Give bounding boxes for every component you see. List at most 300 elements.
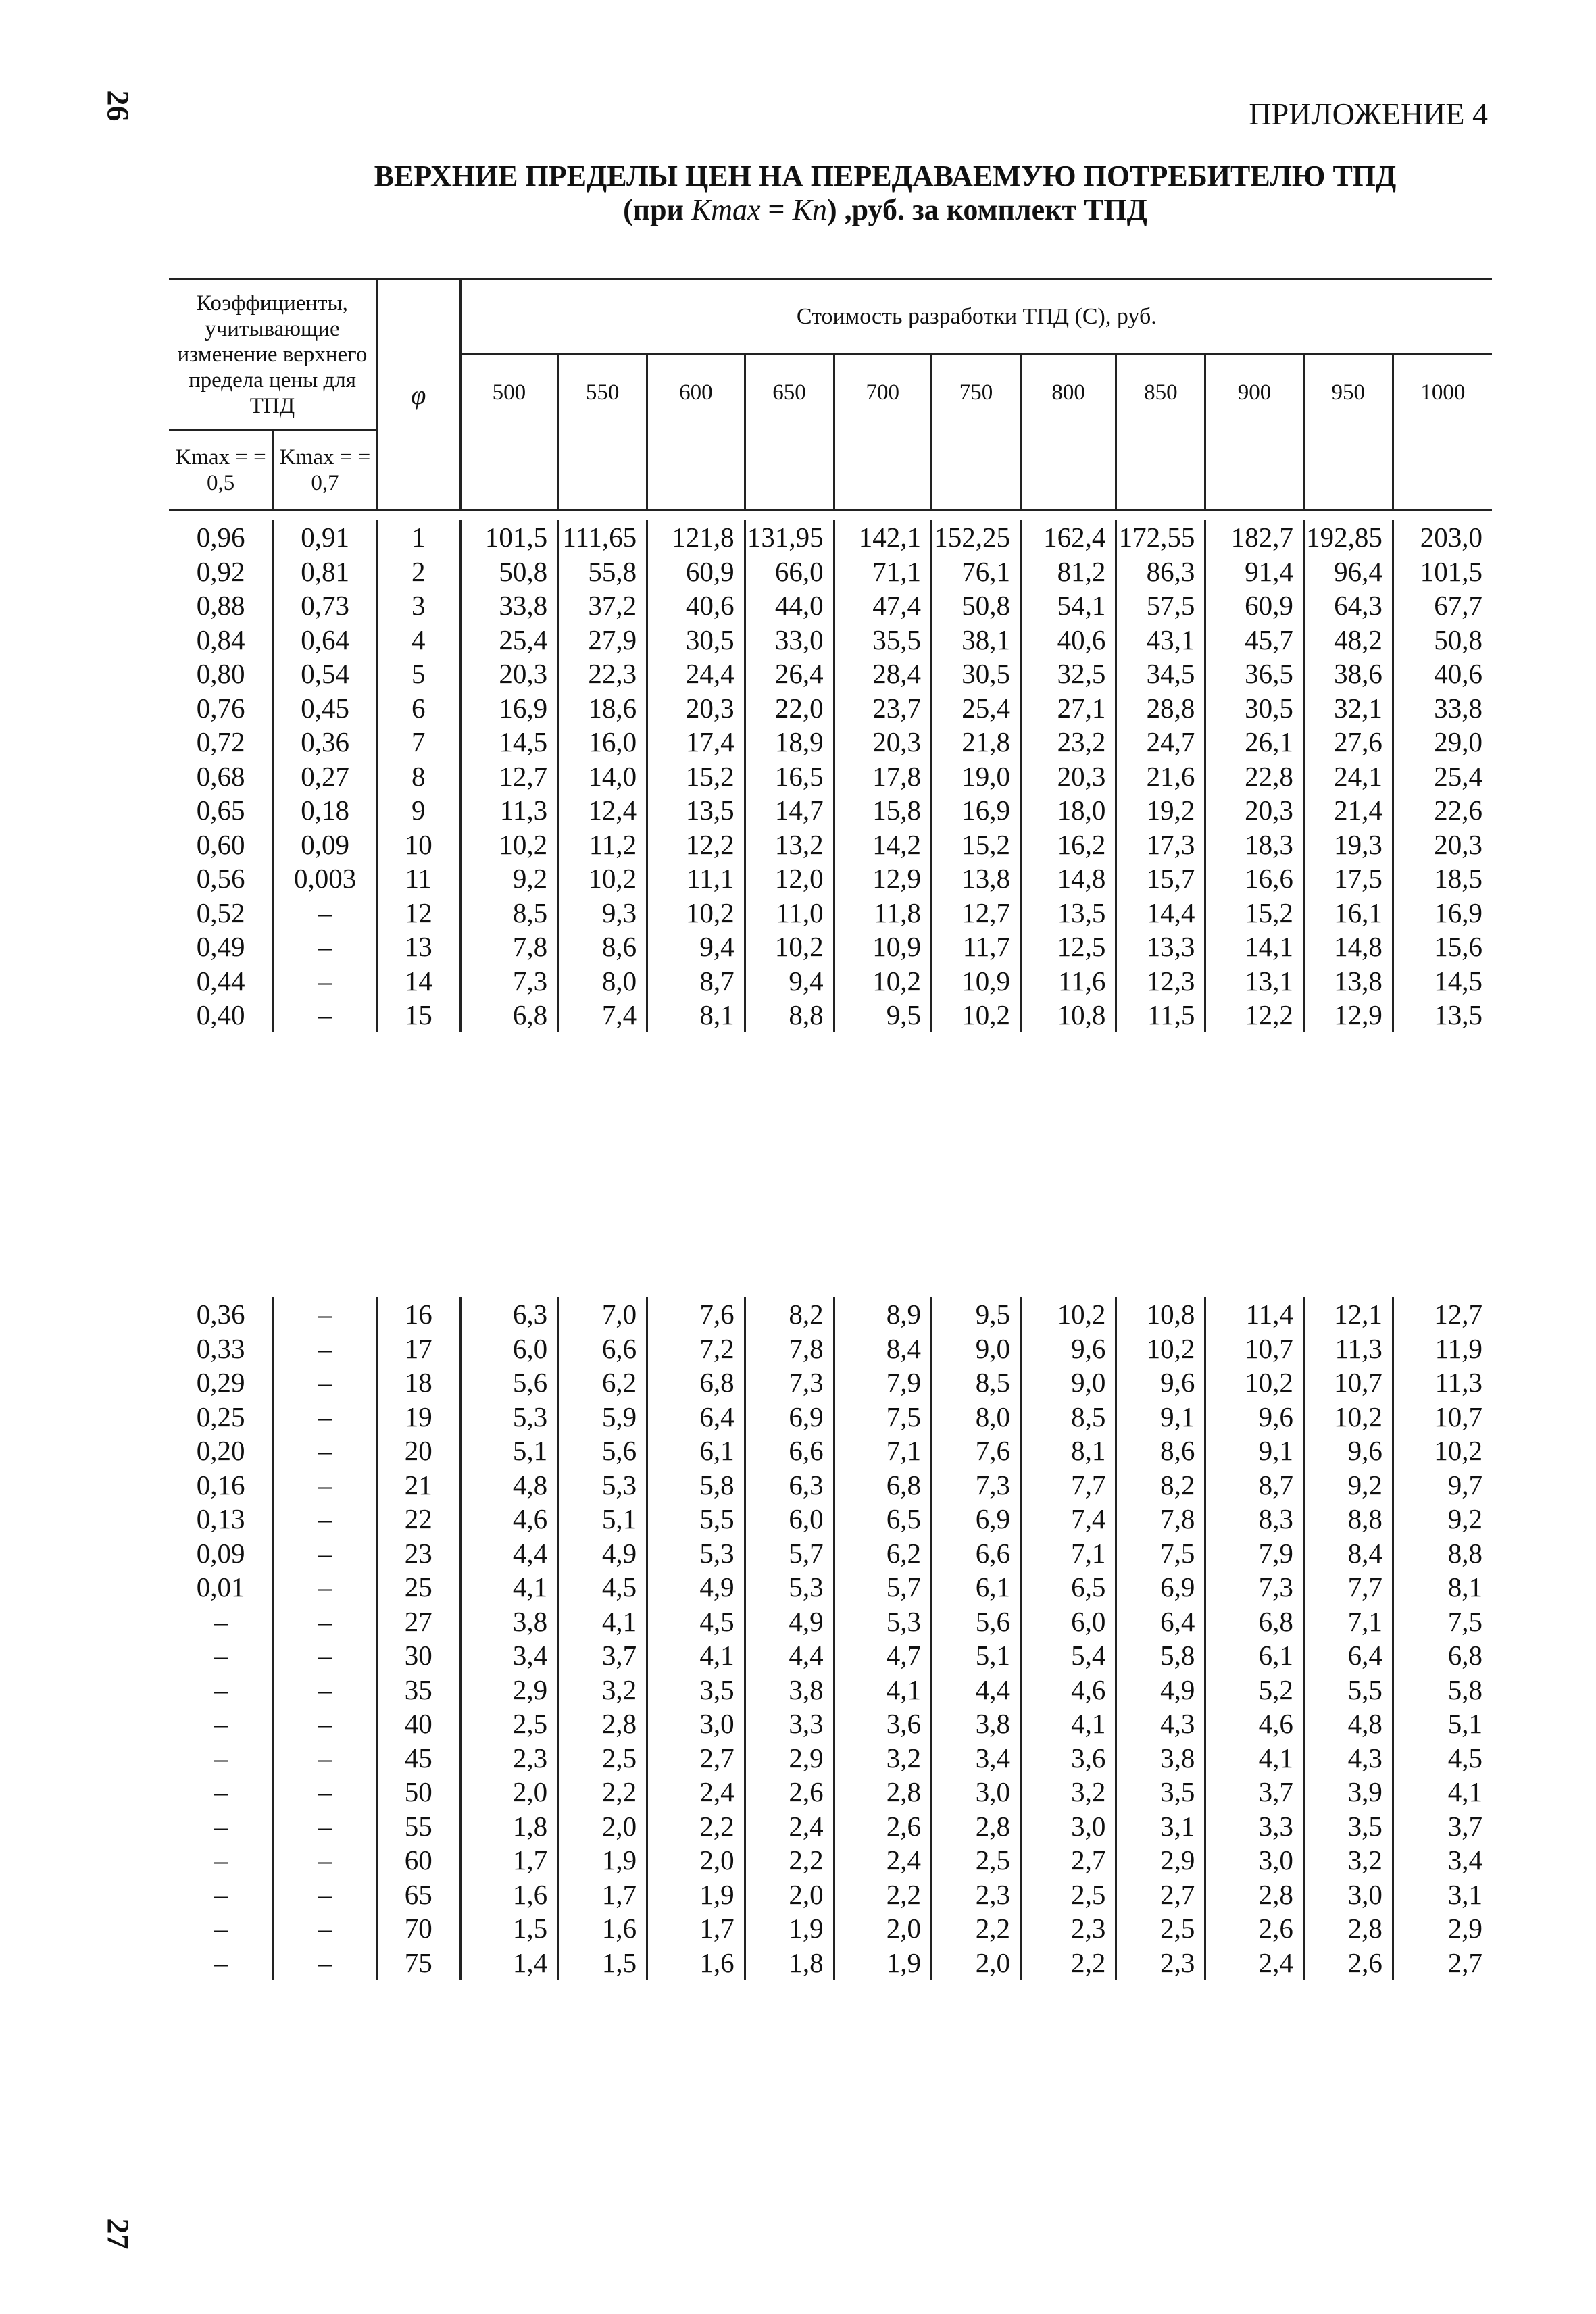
price-cell: 1,5 bbox=[558, 1946, 647, 1980]
price-cell: 6,1 bbox=[1205, 1638, 1303, 1673]
phi-cell: 8 bbox=[376, 759, 460, 794]
price-cell: 12,7 bbox=[932, 896, 1021, 930]
price-cell: 33,8 bbox=[1393, 691, 1492, 726]
price-cell: 27,6 bbox=[1303, 725, 1393, 759]
price-cell: 11,3 bbox=[460, 793, 557, 828]
price-cell: 4,4 bbox=[932, 1673, 1021, 1707]
kmax-05-cell: 0,33 bbox=[196, 1332, 245, 1364]
price-cell: 12,9 bbox=[1303, 998, 1393, 1032]
price-cell: 9,0 bbox=[1021, 1365, 1116, 1400]
price-cell: 81,2 bbox=[1021, 555, 1116, 589]
price-cell: 7,6 bbox=[647, 1297, 745, 1332]
price-cell: 111,65 bbox=[558, 520, 647, 555]
price-cell: 9,2 bbox=[1303, 1468, 1393, 1503]
table-row bbox=[169, 1946, 1492, 1980]
kmax-07-cell: – bbox=[274, 1434, 377, 1468]
table-row bbox=[169, 1843, 1492, 1878]
price-cell: 9,1 bbox=[1116, 1400, 1205, 1434]
price-cell: 6,0 bbox=[745, 1502, 834, 1536]
price-cell: 16,9 bbox=[932, 793, 1021, 828]
price-cell: 2,0 bbox=[834, 1911, 931, 1946]
table-row bbox=[169, 964, 1492, 999]
kmax-05-cell: – bbox=[214, 1605, 228, 1637]
price-cell: 6,1 bbox=[647, 1434, 745, 1468]
price-cell: 2,3 bbox=[460, 1741, 557, 1776]
price-cell: 12,2 bbox=[647, 828, 745, 862]
table-row bbox=[169, 1707, 1492, 1741]
table-row bbox=[169, 1878, 1492, 1912]
kmax-05-cell: – bbox=[214, 1674, 228, 1705]
price-cell: 6,5 bbox=[834, 1502, 931, 1536]
kmax-05-cell: 0,80 bbox=[196, 658, 245, 690]
phi-cell: 60 bbox=[376, 1843, 460, 1878]
price-cell: 8,1 bbox=[1021, 1434, 1116, 1468]
price-cell: 7,9 bbox=[834, 1365, 931, 1400]
price-cell: 26,1 bbox=[1205, 725, 1303, 759]
price-cell: 4,9 bbox=[558, 1536, 647, 1571]
price-cell: 10,9 bbox=[834, 930, 931, 964]
price-cell: 2,8 bbox=[834, 1775, 931, 1809]
phi-cell: 75 bbox=[376, 1946, 460, 1980]
kmax-05-cell: 0,65 bbox=[196, 795, 245, 826]
price-cell: 11,3 bbox=[1393, 1365, 1492, 1400]
price-cell: 7,8 bbox=[745, 1332, 834, 1366]
price-cell: 4,5 bbox=[558, 1570, 647, 1605]
table-row bbox=[169, 555, 1492, 589]
price-cell: 33,0 bbox=[745, 623, 834, 657]
price-cell: 8,4 bbox=[834, 1332, 931, 1366]
price-cell: 15,6 bbox=[1393, 930, 1492, 964]
price-cell: 10,2 bbox=[745, 930, 834, 964]
price-cell: 67,7 bbox=[1393, 588, 1492, 623]
table-row bbox=[169, 520, 1492, 555]
price-cell: 2,8 bbox=[558, 1707, 647, 1741]
price-cell: 23,7 bbox=[834, 691, 931, 726]
kmax-05-cell: 0,72 bbox=[196, 726, 245, 758]
kmax-05-cell: 0,36 bbox=[196, 1299, 245, 1330]
price-cell: 11,9 bbox=[1393, 1332, 1492, 1366]
appendix-label: ПРИЛОЖЕНИЕ 4 bbox=[1249, 97, 1488, 131]
phi-cell: 27 bbox=[376, 1605, 460, 1639]
price-cell: 9,6 bbox=[1205, 1400, 1303, 1434]
price-cell: 8,5 bbox=[1021, 1400, 1116, 1434]
phi-cell: 50 bbox=[376, 1775, 460, 1809]
price-cell: 1,8 bbox=[460, 1809, 557, 1844]
price-cell: 24,4 bbox=[647, 657, 745, 691]
price-cell: 5,3 bbox=[460, 1400, 557, 1434]
price-cell: 32,1 bbox=[1303, 691, 1393, 726]
price-cell: 10,2 bbox=[558, 861, 647, 896]
price-cell: 37,2 bbox=[558, 588, 647, 623]
subtitle-eq: = bbox=[760, 193, 793, 226]
kmax-07-cell: 0,81 bbox=[274, 555, 377, 589]
phi-cell: 9 bbox=[376, 793, 460, 828]
price-cell: 8,1 bbox=[1393, 1570, 1492, 1605]
price-cell: 18,9 bbox=[745, 725, 834, 759]
kmax-05-cell: 0,60 bbox=[196, 828, 245, 860]
kmax-05-cell: – bbox=[214, 1844, 228, 1876]
table-row bbox=[169, 1536, 1492, 1571]
kmax-07-cell: – bbox=[274, 1297, 377, 1332]
table-row bbox=[169, 623, 1492, 657]
kmax-05-cell: 0,49 bbox=[196, 931, 245, 963]
price-cell: 9,2 bbox=[460, 861, 557, 896]
price-cell: 2,7 bbox=[1393, 1946, 1492, 1980]
price-cell: 5,3 bbox=[834, 1605, 931, 1639]
phi-cell: 10 bbox=[376, 828, 460, 862]
price-cell: 6,0 bbox=[1021, 1605, 1116, 1639]
price-cell: 3,5 bbox=[1303, 1809, 1393, 1844]
kmax-05-cell: 0,56 bbox=[196, 863, 245, 895]
price-cell: 4,8 bbox=[1303, 1707, 1393, 1741]
price-cell: 5,5 bbox=[1303, 1673, 1393, 1707]
price-cell: 18,3 bbox=[1205, 828, 1303, 862]
price-cell: 20,3 bbox=[647, 691, 745, 726]
phi-cell: 17 bbox=[376, 1332, 460, 1366]
price-cell: 8,9 bbox=[834, 1297, 931, 1332]
price-cell: 131,95 bbox=[745, 520, 834, 555]
price-cell: 55,8 bbox=[558, 555, 647, 589]
price-cell: 2,5 bbox=[460, 1707, 557, 1741]
price-cell: 2,6 bbox=[1303, 1946, 1393, 1980]
price-cell: 3,1 bbox=[1116, 1809, 1205, 1844]
phi-cell: 12 bbox=[376, 896, 460, 930]
price-cell: 13,8 bbox=[1303, 964, 1393, 999]
price-cell: 13,5 bbox=[1393, 998, 1492, 1032]
phi-cell: 15 bbox=[376, 998, 460, 1032]
price-cell: 2,3 bbox=[1021, 1911, 1116, 1946]
price-cell: 20,3 bbox=[1021, 759, 1116, 794]
price-cell: 1,6 bbox=[647, 1946, 745, 1980]
cost-col-500: 500 bbox=[460, 355, 557, 430]
price-cell: 13,5 bbox=[647, 793, 745, 828]
kmax-07-cell: – bbox=[274, 896, 377, 930]
price-cell: 2,2 bbox=[932, 1911, 1021, 1946]
price-cell: 101,5 bbox=[1393, 555, 1492, 589]
table-row bbox=[169, 1741, 1492, 1776]
table-row bbox=[169, 1434, 1492, 1468]
price-cell: 2,6 bbox=[834, 1809, 931, 1844]
page-number-bottom: 27 bbox=[101, 2218, 136, 2250]
price-cell: 2,8 bbox=[1205, 1878, 1303, 1912]
kmax-05-cell: – bbox=[214, 1946, 228, 1978]
price-cell: 3,2 bbox=[834, 1741, 931, 1776]
price-cell: 4,8 bbox=[460, 1468, 557, 1503]
phi-cell: 18 bbox=[376, 1365, 460, 1400]
price-cell: 7,1 bbox=[834, 1434, 931, 1468]
kmax-07-cell: – bbox=[274, 1502, 377, 1536]
price-cell: 4,4 bbox=[745, 1638, 834, 1673]
price-cell: 7,1 bbox=[1303, 1605, 1393, 1639]
price-cell: 5,6 bbox=[558, 1434, 647, 1468]
kmax-07-cell: – bbox=[274, 998, 377, 1032]
price-cell: 1,9 bbox=[834, 1946, 931, 1980]
price-cell: 9,1 bbox=[1205, 1434, 1303, 1468]
price-cell: 4,4 bbox=[460, 1536, 557, 1571]
price-cell: 16,5 bbox=[745, 759, 834, 794]
price-cell: 1,6 bbox=[460, 1878, 557, 1912]
phi-cell: 65 bbox=[376, 1878, 460, 1912]
table-row bbox=[169, 1468, 1492, 1503]
price-cell: 5,3 bbox=[745, 1570, 834, 1605]
kmax-07-cell: – bbox=[274, 1809, 377, 1844]
price-cell: 6,4 bbox=[647, 1400, 745, 1434]
kmax-07-cell: 0,09 bbox=[274, 828, 377, 862]
price-cell: 22,3 bbox=[558, 657, 647, 691]
price-cell: 7,5 bbox=[1393, 1605, 1492, 1639]
price-cell: 25,4 bbox=[932, 691, 1021, 726]
price-cell: 3,5 bbox=[1116, 1775, 1205, 1809]
price-cell: 3,2 bbox=[558, 1673, 647, 1707]
table-header bbox=[169, 278, 1492, 511]
price-cell: 2,4 bbox=[647, 1775, 745, 1809]
kmax-05-cell: – bbox=[214, 1878, 228, 1910]
phi-header: φ bbox=[376, 280, 460, 509]
price-cell: 2,2 bbox=[558, 1775, 647, 1809]
kmax-07-cell: – bbox=[274, 1365, 377, 1400]
price-cell: 38,1 bbox=[932, 623, 1021, 657]
price-cell: 2,7 bbox=[1116, 1878, 1205, 1912]
price-cell: 2,9 bbox=[1116, 1843, 1205, 1878]
price-cell: 19,0 bbox=[932, 759, 1021, 794]
price-cell: 6,8 bbox=[834, 1468, 931, 1503]
price-cell: 4,1 bbox=[647, 1638, 745, 1673]
price-cell: 7,3 bbox=[932, 1468, 1021, 1503]
price-cell: 9,5 bbox=[834, 998, 931, 1032]
kmax-07-cell: – bbox=[274, 1332, 377, 1366]
price-cell: 3,9 bbox=[1303, 1775, 1393, 1809]
price-cell: 10,7 bbox=[1393, 1400, 1492, 1434]
price-cell: 2,9 bbox=[1393, 1911, 1492, 1946]
table-row bbox=[169, 861, 1492, 896]
price-cell: 7,0 bbox=[558, 1297, 647, 1332]
price-cell: 13,3 bbox=[1116, 930, 1205, 964]
price-cell: 8,2 bbox=[1116, 1468, 1205, 1503]
price-cell: 6,3 bbox=[745, 1468, 834, 1503]
table-row bbox=[169, 759, 1492, 794]
phi-cell: 1 bbox=[376, 520, 460, 555]
price-cell: 2,5 bbox=[1021, 1878, 1116, 1912]
table-row bbox=[169, 998, 1492, 1032]
price-cell: 25,4 bbox=[460, 623, 557, 657]
kmax-07-cell: – bbox=[274, 1775, 377, 1809]
price-cell: 7,3 bbox=[460, 964, 557, 999]
cost-col-550: 550 bbox=[558, 355, 647, 430]
price-cell: 8,6 bbox=[1116, 1434, 1205, 1468]
price-cell: 8,5 bbox=[932, 1365, 1021, 1400]
price-cell: 6,6 bbox=[745, 1434, 834, 1468]
phi-cell: 14 bbox=[376, 964, 460, 999]
price-cell: 14,8 bbox=[1021, 861, 1116, 896]
price-cell: 3,5 bbox=[647, 1673, 745, 1707]
price-cell: 12,7 bbox=[460, 759, 557, 794]
price-cell: 2,0 bbox=[558, 1809, 647, 1844]
price-cell: 7,2 bbox=[647, 1332, 745, 1366]
price-cell: 16,9 bbox=[1393, 896, 1492, 930]
kmax-05-cell: 0,40 bbox=[196, 999, 245, 1031]
price-cell: 9,7 bbox=[1393, 1468, 1492, 1503]
price-cell: 3,6 bbox=[834, 1707, 931, 1741]
price-cell: 5,5 bbox=[647, 1502, 745, 1536]
kmax-symbol: Kmax bbox=[691, 193, 761, 226]
price-cell: 6,6 bbox=[932, 1536, 1021, 1571]
price-cell: 8,5 bbox=[460, 896, 557, 930]
price-cell: 6,9 bbox=[1116, 1570, 1205, 1605]
price-cell: 4,7 bbox=[834, 1638, 931, 1673]
price-cell: 17,8 bbox=[834, 759, 931, 794]
price-cell: 10,9 bbox=[932, 964, 1021, 999]
price-cell: 22,8 bbox=[1205, 759, 1303, 794]
price-cell: 13,8 bbox=[932, 861, 1021, 896]
price-cell: 192,85 bbox=[1303, 520, 1393, 555]
price-cell: 14,1 bbox=[1205, 930, 1303, 964]
price-cell: 35,5 bbox=[834, 623, 931, 657]
phi-cell: 55 bbox=[376, 1809, 460, 1844]
kmax-07-cell: – bbox=[274, 1707, 377, 1741]
phi-cell: 25 bbox=[376, 1570, 460, 1605]
kp-symbol: Kп bbox=[792, 193, 827, 226]
kmax-07-cell: – bbox=[274, 930, 377, 964]
price-cell: 17,5 bbox=[1303, 861, 1393, 896]
price-cell: 4,9 bbox=[647, 1570, 745, 1605]
kmax-05-cell: 0,16 bbox=[196, 1469, 245, 1501]
price-cell: 14,2 bbox=[834, 828, 931, 862]
price-cell: 7,5 bbox=[834, 1400, 931, 1434]
price-cell: 50,8 bbox=[1393, 623, 1492, 657]
price-cell: 1,9 bbox=[745, 1911, 834, 1946]
price-cell: 7,3 bbox=[1205, 1570, 1303, 1605]
price-cell: 66,0 bbox=[745, 555, 834, 589]
kmax-07-cell: 0,73 bbox=[274, 588, 377, 623]
price-cell: 20,3 bbox=[834, 725, 931, 759]
price-cell: 86,3 bbox=[1116, 555, 1205, 589]
price-cell: 2,8 bbox=[1303, 1911, 1393, 1946]
cost-col-700: 700 bbox=[834, 355, 931, 430]
price-cell: 6,3 bbox=[460, 1297, 557, 1332]
price-cell: 2,0 bbox=[745, 1878, 834, 1912]
price-cell: 9,6 bbox=[1021, 1332, 1116, 1366]
kmax-05-cell: – bbox=[214, 1913, 228, 1944]
price-cell: 76,1 bbox=[932, 555, 1021, 589]
price-cell: 5,2 bbox=[1205, 1673, 1303, 1707]
price-table-part1 bbox=[169, 520, 1492, 1032]
price-cell: 44,0 bbox=[745, 588, 834, 623]
phi-cell: 5 bbox=[376, 657, 460, 691]
kmax-05-cell: 0,76 bbox=[196, 692, 245, 724]
price-cell: 5,6 bbox=[460, 1365, 557, 1400]
kmax-07-cell: – bbox=[274, 964, 377, 999]
price-cell: 6,9 bbox=[745, 1400, 834, 1434]
kmax-05-cell: 0,44 bbox=[196, 965, 245, 997]
price-cell: 4,1 bbox=[460, 1570, 557, 1605]
price-cell: 9,5 bbox=[932, 1297, 1021, 1332]
price-cell: 2,9 bbox=[460, 1673, 557, 1707]
price-cell: 40,6 bbox=[1021, 623, 1116, 657]
price-cell: 9,4 bbox=[647, 930, 745, 964]
price-cell: 7,5 bbox=[1116, 1536, 1205, 1571]
kmax-05-cell: – bbox=[214, 1742, 228, 1774]
price-cell: 5,4 bbox=[1021, 1638, 1116, 1673]
price-cell: 11,6 bbox=[1021, 964, 1116, 999]
price-cell: 30,5 bbox=[932, 657, 1021, 691]
kmax-05-cell: – bbox=[214, 1708, 228, 1740]
price-cell: 10,8 bbox=[1116, 1297, 1205, 1332]
price-cell: 10,8 bbox=[1021, 998, 1116, 1032]
price-cell: 6,8 bbox=[647, 1365, 745, 1400]
phi-cell: 13 bbox=[376, 930, 460, 964]
cost-col-850: 850 bbox=[1116, 355, 1205, 430]
kmax-07-cell: 0,36 bbox=[274, 725, 377, 759]
price-cell: 5,1 bbox=[932, 1638, 1021, 1673]
kmax-05-cell: 0,29 bbox=[196, 1367, 245, 1399]
phi-cell: 2 bbox=[376, 555, 460, 589]
phi-cell: 3 bbox=[376, 588, 460, 623]
price-cell: 2,7 bbox=[647, 1741, 745, 1776]
price-cell: 7,4 bbox=[558, 998, 647, 1032]
table-row bbox=[169, 1297, 1492, 1332]
price-cell: 1,7 bbox=[460, 1843, 557, 1878]
price-cell: 8,8 bbox=[745, 998, 834, 1032]
price-cell: 12,3 bbox=[1116, 964, 1205, 999]
price-cell: 15,2 bbox=[647, 759, 745, 794]
phi-cell: 22 bbox=[376, 1502, 460, 1536]
price-cell: 2,7 bbox=[1021, 1843, 1116, 1878]
table-row bbox=[169, 1673, 1492, 1707]
price-cell: 96,4 bbox=[1303, 555, 1393, 589]
price-cell: 5,7 bbox=[834, 1570, 931, 1605]
price-cell: 10,2 bbox=[1393, 1434, 1492, 1468]
price-cell: 14,0 bbox=[558, 759, 647, 794]
price-cell: 1,7 bbox=[558, 1878, 647, 1912]
kmax-05-cell: 0,20 bbox=[196, 1435, 245, 1467]
kmax-07-cell: – bbox=[274, 1878, 377, 1912]
price-cell: 25,4 bbox=[1393, 759, 1492, 794]
price-cell: 5,9 bbox=[558, 1400, 647, 1434]
price-cell: 8,8 bbox=[1303, 1502, 1393, 1536]
kmax-05-cell: 0,96 bbox=[196, 522, 245, 553]
price-cell: 7,4 bbox=[1021, 1502, 1116, 1536]
price-cell: 8,2 bbox=[745, 1297, 834, 1332]
price-cell: 10,2 bbox=[834, 964, 931, 999]
price-cell: 11,8 bbox=[834, 896, 931, 930]
cost-header: Стоимость разработки ТПД (C), руб. bbox=[460, 280, 1492, 355]
cost-col-600: 600 bbox=[647, 355, 745, 430]
price-cell: 40,6 bbox=[1393, 657, 1492, 691]
cost-col-750: 750 bbox=[931, 355, 1020, 430]
kmax-07-cell: – bbox=[274, 1536, 377, 1571]
page-subtitle bbox=[169, 193, 1596, 227]
price-cell: 14,5 bbox=[460, 725, 557, 759]
price-cell: 24,1 bbox=[1303, 759, 1393, 794]
price-cell: 27,9 bbox=[558, 623, 647, 657]
price-cell: 182,7 bbox=[1205, 520, 1303, 555]
price-cell: 6,9 bbox=[932, 1502, 1021, 1536]
kmax-05-cell: – bbox=[214, 1640, 228, 1671]
price-cell: 10,2 bbox=[1021, 1297, 1116, 1332]
price-cell: 7,7 bbox=[1303, 1570, 1393, 1605]
price-cell: 6,1 bbox=[932, 1570, 1021, 1605]
price-cell: 3,8 bbox=[1116, 1741, 1205, 1776]
price-cell: 1,8 bbox=[745, 1946, 834, 1980]
price-cell: 5,3 bbox=[558, 1468, 647, 1503]
price-cell: 16,0 bbox=[558, 725, 647, 759]
table-row bbox=[169, 657, 1492, 691]
price-cell: 26,4 bbox=[745, 657, 834, 691]
cost-col-650: 650 bbox=[745, 355, 834, 430]
price-cell: 6,4 bbox=[1116, 1605, 1205, 1639]
table-row bbox=[169, 1332, 1492, 1366]
price-cell: 11,1 bbox=[647, 861, 745, 896]
